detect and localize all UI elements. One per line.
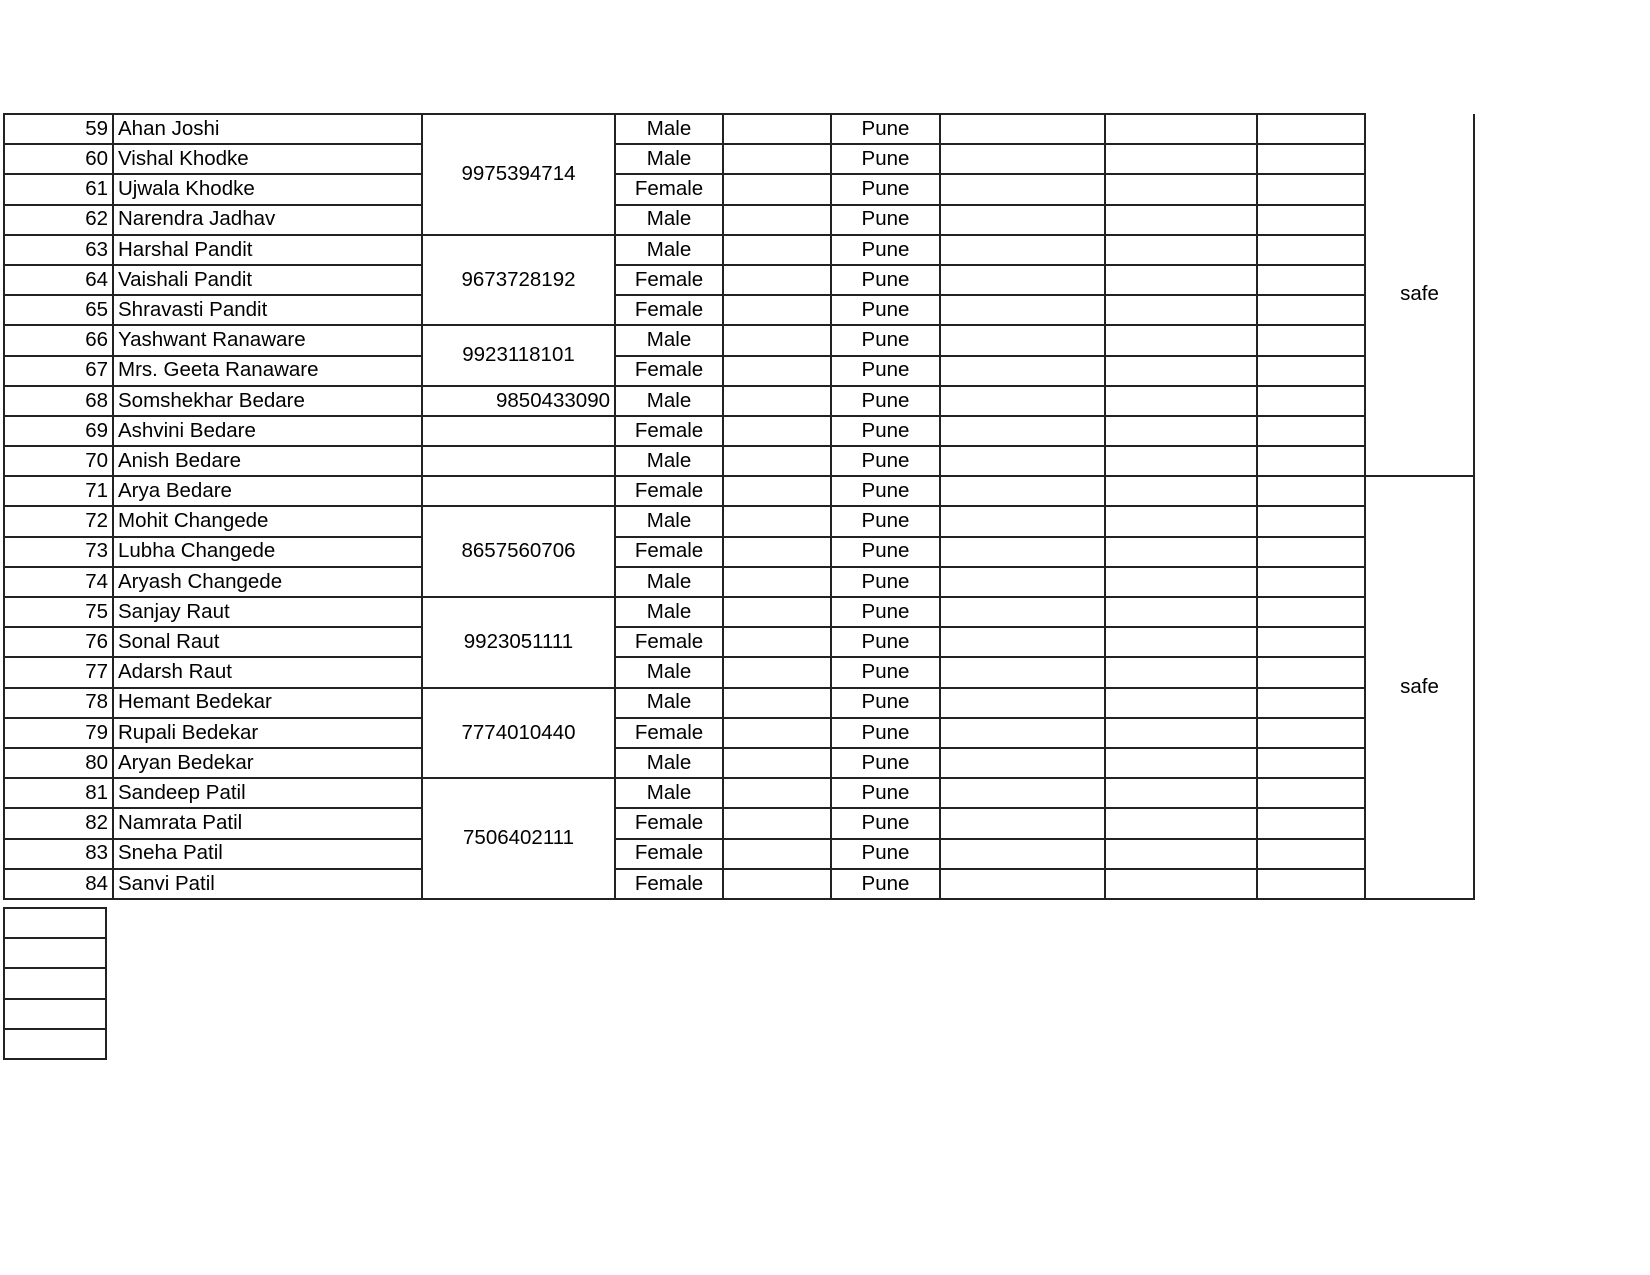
empty-cell [4,1029,106,1059]
blank-row [4,999,106,1029]
gender: Female [615,174,723,204]
table-row [4,778,1474,808]
empty-cell [940,869,1105,899]
gender: Female [615,476,723,506]
empty-cell [1257,808,1365,838]
table-row [4,386,1474,416]
serial-number: 63 [4,235,113,265]
empty-cell [723,537,831,567]
table-row [4,627,1474,657]
city: Pune [831,416,940,446]
empty-cell [1257,446,1365,476]
serial-number: 66 [4,325,113,355]
status-cell: safe [1365,114,1474,476]
empty-cell [1105,476,1257,506]
serial-number: 62 [4,205,113,235]
empty-cell [1105,778,1257,808]
empty-cell [940,839,1105,869]
person-name: Ashvini Bedare [113,416,422,446]
city: Pune [831,235,940,265]
person-name: Mohit Changede [113,506,422,536]
serial-number: 74 [4,567,113,597]
person-name: Lubha Changede [113,537,422,567]
gender: Female [615,718,723,748]
person-name: Vishal Khodke [113,144,422,174]
empty-cell [1105,325,1257,355]
city: Pune [831,718,940,748]
empty-cell [1257,567,1365,597]
city: Pune [831,295,940,325]
city: Pune [831,597,940,627]
serial-number: 67 [4,356,113,386]
empty-cell [4,908,106,938]
table-row [4,476,1474,506]
empty-cell [940,235,1105,265]
gender: Male [615,597,723,627]
empty-cell [940,688,1105,718]
serial-number: 72 [4,506,113,536]
table-row [4,446,1474,476]
gender: Female [615,356,723,386]
empty-cell [723,778,831,808]
person-name: Vaishali Pandit [113,265,422,295]
empty-cell [1105,808,1257,838]
empty-cell [4,968,106,998]
city: Pune [831,356,940,386]
empty-cell [1257,235,1365,265]
empty-cell [940,446,1105,476]
table-row [4,688,1474,718]
serial-number: 60 [4,144,113,174]
empty-cell [723,446,831,476]
serial-number: 76 [4,627,113,657]
gender: Male [615,506,723,536]
person-name: Hemant Bedekar [113,688,422,718]
empty-cell [1105,235,1257,265]
empty-cell [723,597,831,627]
phone-number: 9975394714 [422,114,615,235]
empty-cell [940,778,1105,808]
empty-cell [1257,506,1365,536]
gender: Male [615,778,723,808]
person-name: Harshal Pandit [113,235,422,265]
empty-cell [1257,416,1365,446]
city: Pune [831,446,940,476]
serial-number: 78 [4,688,113,718]
table-row [4,869,1474,899]
empty-cell [940,567,1105,597]
empty-cell [723,718,831,748]
empty-cell [1257,627,1365,657]
city: Pune [831,144,940,174]
empty-cell [723,174,831,204]
gender: Male [615,114,723,144]
table-row [4,144,1474,174]
empty-cell [1257,295,1365,325]
empty-cell [1105,356,1257,386]
empty-cell [1257,537,1365,567]
serial-number: 65 [4,295,113,325]
table-row [4,205,1474,235]
gender: Female [615,869,723,899]
city: Pune [831,808,940,838]
empty-cell [1105,144,1257,174]
city: Pune [831,506,940,536]
phone-number: 7506402111 [422,778,615,899]
empty-cell [723,808,831,838]
empty-cell [1105,265,1257,295]
city: Pune [831,778,940,808]
serial-number: 80 [4,748,113,778]
table-row [4,839,1474,869]
empty-cell [1257,356,1365,386]
table-row [4,808,1474,838]
empty-cell [723,657,831,687]
empty-cell [1257,386,1365,416]
table-row [4,597,1474,627]
city: Pune [831,114,940,144]
gender: Male [615,325,723,355]
empty-cell [940,325,1105,355]
phone-number: 8657560706 [422,506,615,597]
city: Pune [831,748,940,778]
serial-number: 69 [4,416,113,446]
gender: Male [615,446,723,476]
empty-cell [1105,839,1257,869]
serial-number: 59 [4,114,113,144]
empty-phone-cell [422,476,615,506]
empty-cell [940,537,1105,567]
person-name: Sanvi Patil [113,869,422,899]
empty-cell [1257,325,1365,355]
empty-cell [1105,597,1257,627]
gender: Male [615,386,723,416]
person-name: Shravasti Pandit [113,295,422,325]
serial-number: 71 [4,476,113,506]
gender: Male [615,748,723,778]
phone-number: 9850433090 [422,386,615,416]
empty-cell [1105,567,1257,597]
table-row [4,657,1474,687]
empty-cell [940,657,1105,687]
empty-cell [1105,657,1257,687]
city: Pune [831,567,940,597]
empty-cell [940,265,1105,295]
person-name: Namrata Patil [113,808,422,838]
empty-cell [940,144,1105,174]
empty-cell [940,356,1105,386]
city: Pune [831,174,940,204]
empty-cell [1257,657,1365,687]
city: Pune [831,839,940,869]
empty-cell [1257,265,1365,295]
empty-cell [940,718,1105,748]
table-row [4,265,1474,295]
table-row [4,356,1474,386]
table-row [4,537,1474,567]
empty-cell [723,567,831,597]
blank-row [4,908,106,938]
table-row [4,174,1474,204]
person-name: Aryan Bedekar [113,748,422,778]
city: Pune [831,476,940,506]
empty-cell [940,205,1105,235]
empty-cell [723,205,831,235]
serial-number: 73 [4,537,113,567]
empty-cell [1105,295,1257,325]
empty-cell [1257,748,1365,778]
empty-cell [940,174,1105,204]
empty-cell [940,476,1105,506]
gender: Male [615,235,723,265]
serial-number: 83 [4,839,113,869]
person-name: Anish Bedare [113,446,422,476]
serial-number: 61 [4,174,113,204]
empty-cell [723,748,831,778]
empty-cell [4,999,106,1029]
gender: Male [615,205,723,235]
empty-cell [1105,869,1257,899]
empty-cell [940,416,1105,446]
gender: Female [615,627,723,657]
empty-cell [1105,174,1257,204]
empty-cell [723,869,831,899]
city: Pune [831,205,940,235]
empty-cell [723,416,831,446]
gender: Female [615,537,723,567]
city: Pune [831,657,940,687]
empty-cell [1257,778,1365,808]
empty-phone-cell [422,446,615,476]
serial-number: 75 [4,597,113,627]
empty-cell [1105,205,1257,235]
phone-number: 9673728192 [422,235,615,326]
city: Pune [831,688,940,718]
empty-cell [1105,446,1257,476]
empty-cell [1105,386,1257,416]
empty-cell [1105,718,1257,748]
empty-cell [723,265,831,295]
person-name: Ahan Joshi [113,114,422,144]
empty-cell [1257,718,1365,748]
person-name: Sandeep Patil [113,778,422,808]
blank-row [4,938,106,968]
person-name: Sneha Patil [113,839,422,869]
empty-cell [940,295,1105,325]
city: Pune [831,627,940,657]
table-row [4,718,1474,748]
table-row [4,114,1474,144]
empty-cell [723,476,831,506]
empty-cell [723,356,831,386]
gender: Female [615,265,723,295]
person-name: Sanjay Raut [113,597,422,627]
serial-number: 79 [4,718,113,748]
blank-serial-cells [3,907,107,1060]
serial-number: 68 [4,386,113,416]
serial-number: 84 [4,869,113,899]
phone-number: 9923051111 [422,597,615,688]
empty-cell [1105,537,1257,567]
person-name: Somshekhar Bedare [113,386,422,416]
table-row [4,416,1474,446]
person-name: Rupali Bedekar [113,718,422,748]
phone-number: 7774010440 [422,688,615,779]
table-row [4,567,1474,597]
empty-cell [940,114,1105,144]
gender: Female [615,416,723,446]
empty-cell [723,325,831,355]
person-name: Adarsh Raut [113,657,422,687]
empty-cell [723,386,831,416]
person-name: Arya Bedare [113,476,422,506]
gender: Female [615,808,723,838]
empty-cell [1105,114,1257,144]
empty-cell [723,295,831,325]
gender: Male [615,657,723,687]
empty-cell [1257,597,1365,627]
serial-number: 81 [4,778,113,808]
status-cell: safe [1365,476,1474,899]
empty-cell [723,506,831,536]
serial-number: 77 [4,657,113,687]
empty-cell [1257,174,1365,204]
person-name: Ujwala Khodke [113,174,422,204]
empty-cell [1257,476,1365,506]
city: Pune [831,537,940,567]
gender: Male [615,567,723,597]
empty-cell [1257,205,1365,235]
empty-cell [4,938,106,968]
empty-cell [1257,688,1365,718]
person-name: Yashwant Ranaware [113,325,422,355]
blank-row [4,1029,106,1059]
empty-cell [940,506,1105,536]
empty-phone-cell [422,416,615,446]
empty-cell [940,808,1105,838]
city: Pune [831,265,940,295]
person-name: Sonal Raut [113,627,422,657]
empty-cell [1257,869,1365,899]
empty-cell [1105,688,1257,718]
serial-number: 64 [4,265,113,295]
empty-cell [723,839,831,869]
table-row [4,295,1474,325]
city: Pune [831,869,940,899]
blank-row [4,968,106,998]
empty-cell [723,114,831,144]
empty-cell [1105,506,1257,536]
empty-cell [723,144,831,174]
city: Pune [831,386,940,416]
gender: Male [615,688,723,718]
empty-cell [723,688,831,718]
empty-cell [723,235,831,265]
person-name: Mrs. Geeta Ranaware [113,356,422,386]
gender: Male [615,144,723,174]
family-data-table [3,113,1475,900]
empty-cell [940,627,1105,657]
serial-number: 82 [4,808,113,838]
table-row [4,325,1474,355]
empty-cell [1257,144,1365,174]
empty-cell [940,748,1105,778]
table-row [4,748,1474,778]
gender: Female [615,839,723,869]
gender: Female [615,295,723,325]
phone-number: 9923118101 [422,325,615,385]
empty-cell [1105,416,1257,446]
empty-cell [1257,839,1365,869]
table-row [4,506,1474,536]
person-name: Aryash Changede [113,567,422,597]
city: Pune [831,325,940,355]
empty-cell [940,386,1105,416]
empty-cell [1105,627,1257,657]
table-row [4,235,1474,265]
empty-cell [1105,748,1257,778]
serial-number: 70 [4,446,113,476]
empty-cell [940,597,1105,627]
empty-cell [723,627,831,657]
empty-cell [1257,114,1365,144]
person-name: Narendra Jadhav [113,205,422,235]
